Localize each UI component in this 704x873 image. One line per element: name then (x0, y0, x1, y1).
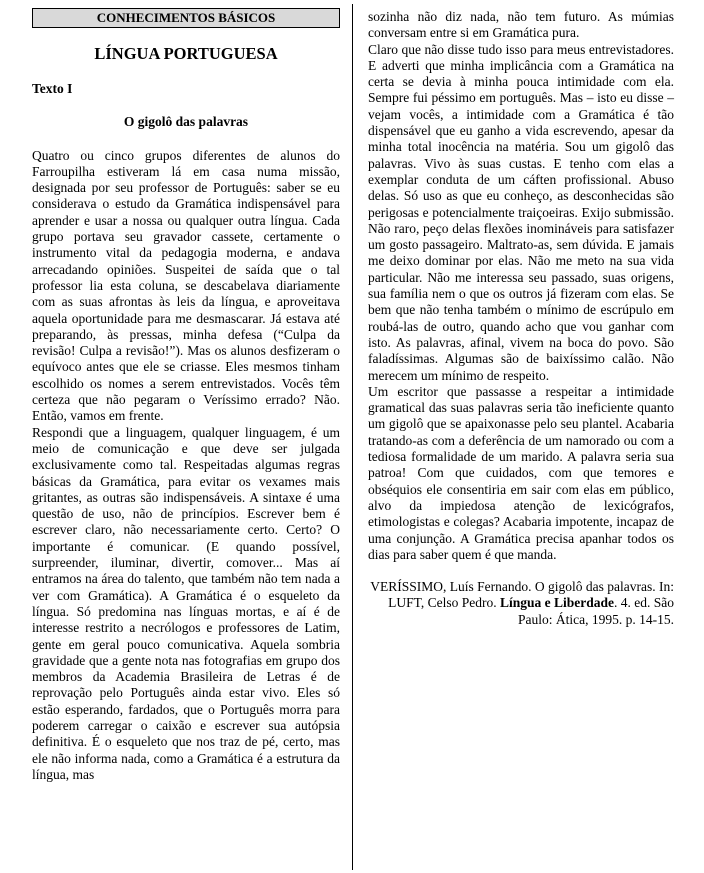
left-column (32, 8, 340, 783)
citation-book: Língua e Liberdade (499, 595, 614, 611)
paragraph: Claro que não disse tudo isso para meus entrevistadores. E adverti que minha implicância com a Gramática na certa se devia à minha pouca intimidade com ela. Sempre fui péssimo em português. Mas – isto eu disse – vejam vocês, a intimidade com a Gramática é tão dispensável que eu ganho a vida escrevendo, apesar da minha total inocência na matéria. Sou um gigolô das palavras. Vivo às suas custas. E tenho com elas a exemplar conduta de um cáften profissional. Abuso delas. Só uso as que eu conheço, as desconhecidas são perigosas e potencialmente traiçoeiras. Exijo submissão. Não raro, peço delas flexões inomináveis para satisfazer um gosto passageiro. Maltrato-as, sem dúvida. E jamais me deixo dominar por elas. Não me meto na sua vida particular. Não me interessa seu passado, suas origens, sua família nem o que os outros já fizeram com elas. Se bem que não tenha também o mínimo de escrúpulo em roubá-las de outro, quando acho que vou ganhar com isto. As palavras, afinal, vivem na boca do povo. São faladíssimas. Algumas são de baixíssimo calão. Não merecem um mínimo de respeito. (368, 41, 674, 383)
section-header: CONHECIMENTOS BÁSICOS (32, 8, 340, 28)
right-column (368, 9, 674, 628)
paragraph: Respondi que a linguagem, qualquer linguagem, é um meio de comunicação e que deve ser julgada exclusivamente como tal. Respeitadas algumas regras básicas da Gramática, para evitar os vexames mais gritantes, as outras são indispensáveis. A sintaxe é uma questão de uso, não de princípios. Escrever bem é escrever claro, não necessariamente certo. Certo? O importante é comunicar. (E quando possível, surpreender, iluminar, divertir, comover... Mas aí entramos na área do talento, que também não tem nada a ver com Gramática). A Gramática é o esqueleto da língua. Só predomina nas línguas mortas, e aí é de interesse restrito a necrólogos e professores de Latim, gente em geral pouco comunicativa. Aquela sombria gravidade que a gente nota nas fotografias em grupo dos membros da Academia Brasileira de Letras é de reprovação pelo Português ainda estar vivo. Eles só estão esperando, fardados, que o Português morra para poderem carregar o caixão e escrever sua autópsia definitiva. É o esqueleto que nos traz de pé, certo, mas ele não informa nada, como a Gramática é a estrutura da língua, mas (32, 424, 340, 782)
paragraph: sozinha não diz nada, não tem futuro. As múmias conversam entre si em Gramática pura. (368, 9, 674, 41)
citation-prefix: VERÍSSIMO, Luís Fernando. O gigolô das palavras. In: LUFT, Celso Pedro. (370, 579, 674, 611)
subject-title: LÍNGUA PORTUGUESA (94, 44, 278, 63)
citation-suffix: . 4. ed. São Paulo: Ática, 1995. p. 14-15. (518, 595, 674, 627)
paragraph: Um escritor que passasse a respeitar a intimidade gramatical das suas palavras seria tão ineficiente quanto um gigolô que se apaixonasse pelo seu plantel. Acabaria tratando-as com a deferência de um namorado ou com a tediosa formalidade de um marido. A palavra seria sua patroa! Com que cuidados, com que temores e obséquios ele consentiria em sair com elas em público, alvo da impiedosa atenção de lexicógrafos, etimologistas e colegas? Acabaria impotente, incapaz de uma conjunção. A Gramática precisa apanhar todos os dias para saber quem é que manda. (368, 383, 674, 562)
column-divider (352, 4, 353, 870)
citation (368, 579, 674, 628)
text-title: O gigolô das palavras (123, 114, 249, 130)
paragraph: Quatro ou cinco grupos diferentes de alunos do Farroupilha estiveram lá em casa numa missão, designada por seu professor de Português: saber se eu considerava o estudo da Gramática indispensável para aprender e usar a nossa ou qualquer outra língua. Cada grupo portava seu gravador cassete, certamente o instrumento vital da pedagogia moderna, e andava arrecadando opiniões. Suspeitei de saída que o tal professor lia esta coluna, se descabelava diariamente com as suas afrontas às leis da língua, e aproveitava aquela oportunidade para me desmascarar. Já estava até preparando, às pressas, minha defesa (“Culpa da revisão! Culpa a revisão!”). Mas os alunos desfizeram o equívoco antes que ele se criasse. Eles mesmos tinham escolhido os nomes a serem entrevistados. Vocês têm certeza que não pegaram o Veríssimo errado? Não. Então, vamos em frente. (32, 147, 340, 424)
text-label: Texto I (32, 81, 73, 96)
